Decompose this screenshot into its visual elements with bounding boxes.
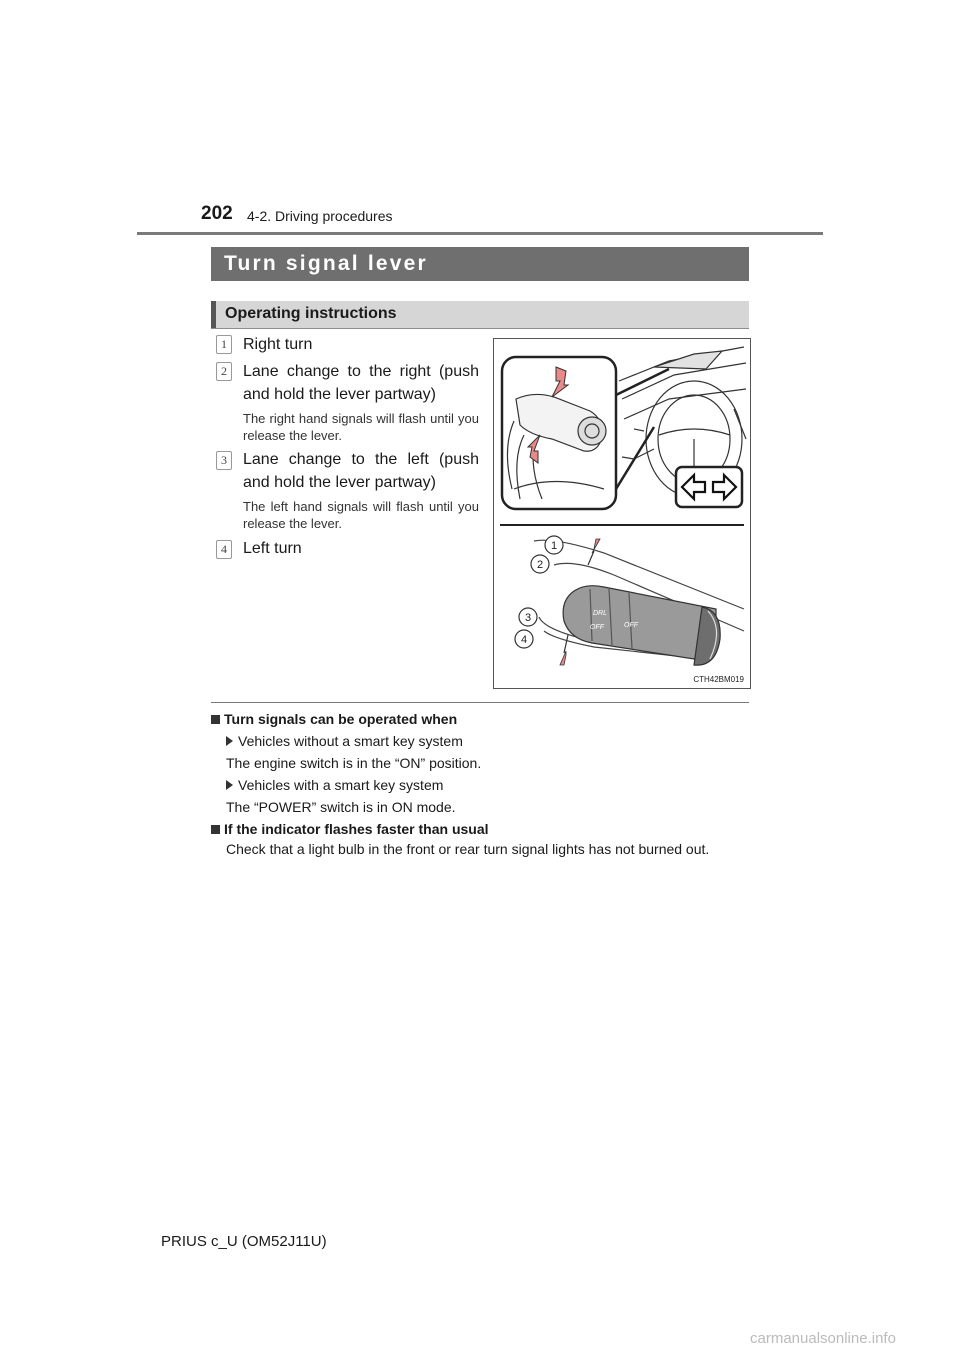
notes-divider [211,702,749,703]
note-line: The engine switch is in the “ON” position. [226,755,482,771]
callout-2 [531,555,549,573]
turn-indicator-icon [676,467,742,507]
note-line: Check that a light bulb in the front or rear turn signal lights has not burned out. [226,841,710,857]
item-text-right-turn: Right turn [243,336,313,353]
figure-code: CTH42BM019 [693,675,744,684]
item-number-4: 4 [216,540,232,559]
note-heading-operation: Turn signals can be operated when [211,708,745,730]
item-number-1: 1 [216,335,232,354]
section-breadcrumb: 4-2. Driving procedures [247,208,393,224]
section-title-bar [211,247,749,281]
notes-section [211,708,745,859]
item-text-lane-change-right: Lane change to the right (push and hold the lever partway) [243,363,479,403]
item-text-left-turn: Left turn [243,540,302,557]
watermark: carmanualsonline.info [750,1330,896,1347]
callout-1 [545,536,563,554]
note-line: The “POWER” switch is in ON mode. [226,799,456,815]
triangle-bullet-icon [226,736,233,746]
note-line: Vehicles without a smart key system [211,730,745,752]
item-note-left: The left hand signals will flash until you release the lever. [243,499,479,531]
callout-4-label: 4 [520,634,528,646]
page-title: Turn signal lever [224,252,428,275]
subheading-bar [211,301,749,329]
item-number-2: 2 [216,362,232,381]
footer-model: PRIUS c_U (OM52J11U) [161,1233,327,1250]
note-heading-indicator: If the indicator flashes faster than usual [211,818,745,840]
turn-signal-illustration [493,338,751,689]
square-bullet-icon [211,715,220,724]
callout-3-label: 3 [524,612,532,624]
callout-1-label: 1 [550,540,558,552]
lever-label-off-inner: OFF [590,624,604,631]
lever-label-drl: DRL [593,610,608,617]
item-number-3: 3 [216,451,232,470]
square-bullet-icon [211,825,220,834]
subheading: Operating instructions [225,305,397,322]
header-divider [137,232,823,235]
item-note-right: The right hand signals will flash until you release the lever. [243,411,479,443]
callout-4 [515,630,533,648]
callout-3 [519,608,537,626]
note-line: Vehicles with a smart key system [211,774,745,796]
item-text-lane-change-left: Lane change to the left (push and hold the lever partway) [243,451,479,491]
callout-2-label: 2 [536,559,544,571]
triangle-bullet-icon [226,780,233,790]
lever-label-off-outer: OFF [624,622,638,629]
page-number: 202 [201,203,233,224]
lever-body [563,586,720,665]
